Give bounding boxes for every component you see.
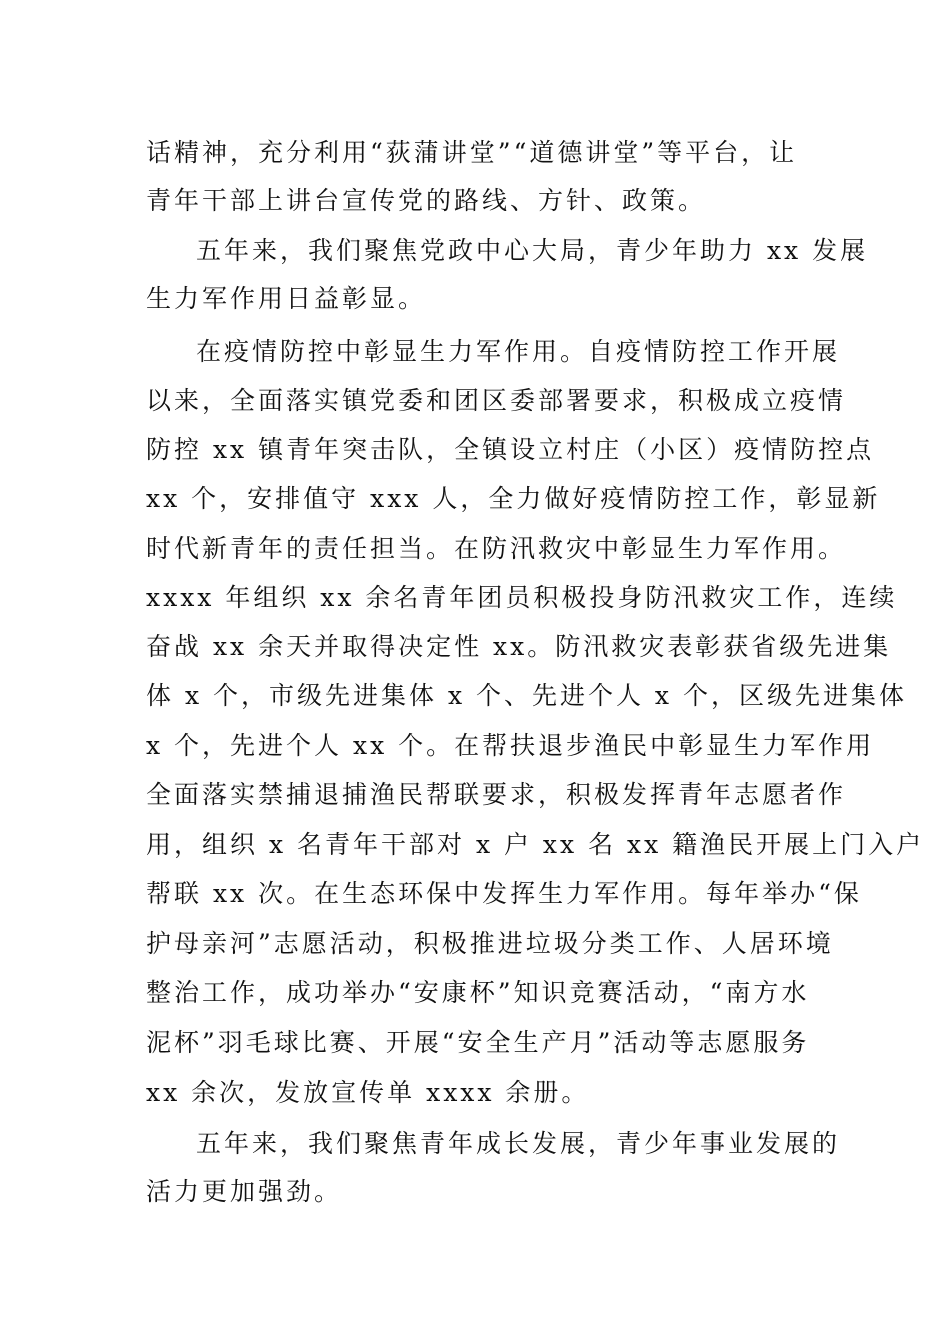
paragraph-start-line: 五年来，我们聚焦青年成长发展，青少年事业发展的 bbox=[196, 1129, 841, 1158]
text-line-10: xxxx 年组织 xx 余名青年团员积极投身防汛救灾工作，连续 bbox=[146, 583, 898, 612]
text-line-16: 帮联 xx 次。在生态环保中发挥生力军作用。每年举办“保 bbox=[146, 879, 862, 908]
text-line-18: 整治工作，成功举办“安康杯”知识竞赛活动，“南方水 bbox=[146, 978, 810, 1007]
text-line-15: 用，组织 x 名青年干部对 x 户 xx 名 xx 籍渔民开展上门入户 bbox=[146, 830, 925, 859]
text-line-12: 体 x 个，市级先进集体 x 个、先进个人 x 个，区级先进集体 bbox=[146, 681, 907, 710]
text-line-22: 活力更加强劲。 bbox=[146, 1177, 343, 1206]
text-line-14: 全面落实禁捕退捕渔民帮联要求，积极发挥青年志愿者作 bbox=[146, 780, 847, 809]
text-line-17: 护母亲河”志愿活动，积极推进垃圾分类工作、人居环境 bbox=[146, 929, 834, 958]
text-line-8: xx 个，安排值守 xxx 人，全力做好疫情防控工作，彰显新 bbox=[146, 484, 881, 513]
text-line-2: 青年干部上讲台宣传党的路线、方针、政策。 bbox=[146, 186, 707, 215]
text-line-7: 防控 xx 镇青年突击队，全镇设立村庄（小区）疫情防控点 bbox=[146, 435, 875, 464]
text-line-6: 以来，全面落实镇党委和团区委部署要求，积极成立疫情 bbox=[146, 386, 847, 415]
text-line-19: 泥杯”羽毛球比赛、开展“安全生产月”活动等志愿服务 bbox=[146, 1028, 810, 1057]
text-line-20: xx 余次，发放宣传单 xxxx 余册。 bbox=[146, 1078, 590, 1107]
text-line-11: 奋战 xx 余天并取得决定性 xx。防汛救灾表彰获省级先进集 bbox=[146, 632, 892, 661]
paragraph-start-line: 在疫情防控中彰显生力军作用。自疫情防控工作开展 bbox=[196, 337, 841, 366]
text-line-13: x 个，先进个人 xx 个。在帮扶退步渔民中彰显生力军作用 bbox=[146, 731, 875, 760]
text-line-4: 生力军作用日益彰显。 bbox=[146, 284, 427, 313]
text-line-1: 话精神，充分利用“荻蒲讲堂”“道德讲堂”等平台，让 bbox=[146, 138, 798, 167]
paragraph-start-line: 五年来，我们聚焦党政中心大局，青少年助力 xx 发展 bbox=[196, 236, 869, 265]
text-line-9: 时代新青年的责任担当。在防汛救灾中彰显生力军作用。 bbox=[146, 534, 847, 563]
